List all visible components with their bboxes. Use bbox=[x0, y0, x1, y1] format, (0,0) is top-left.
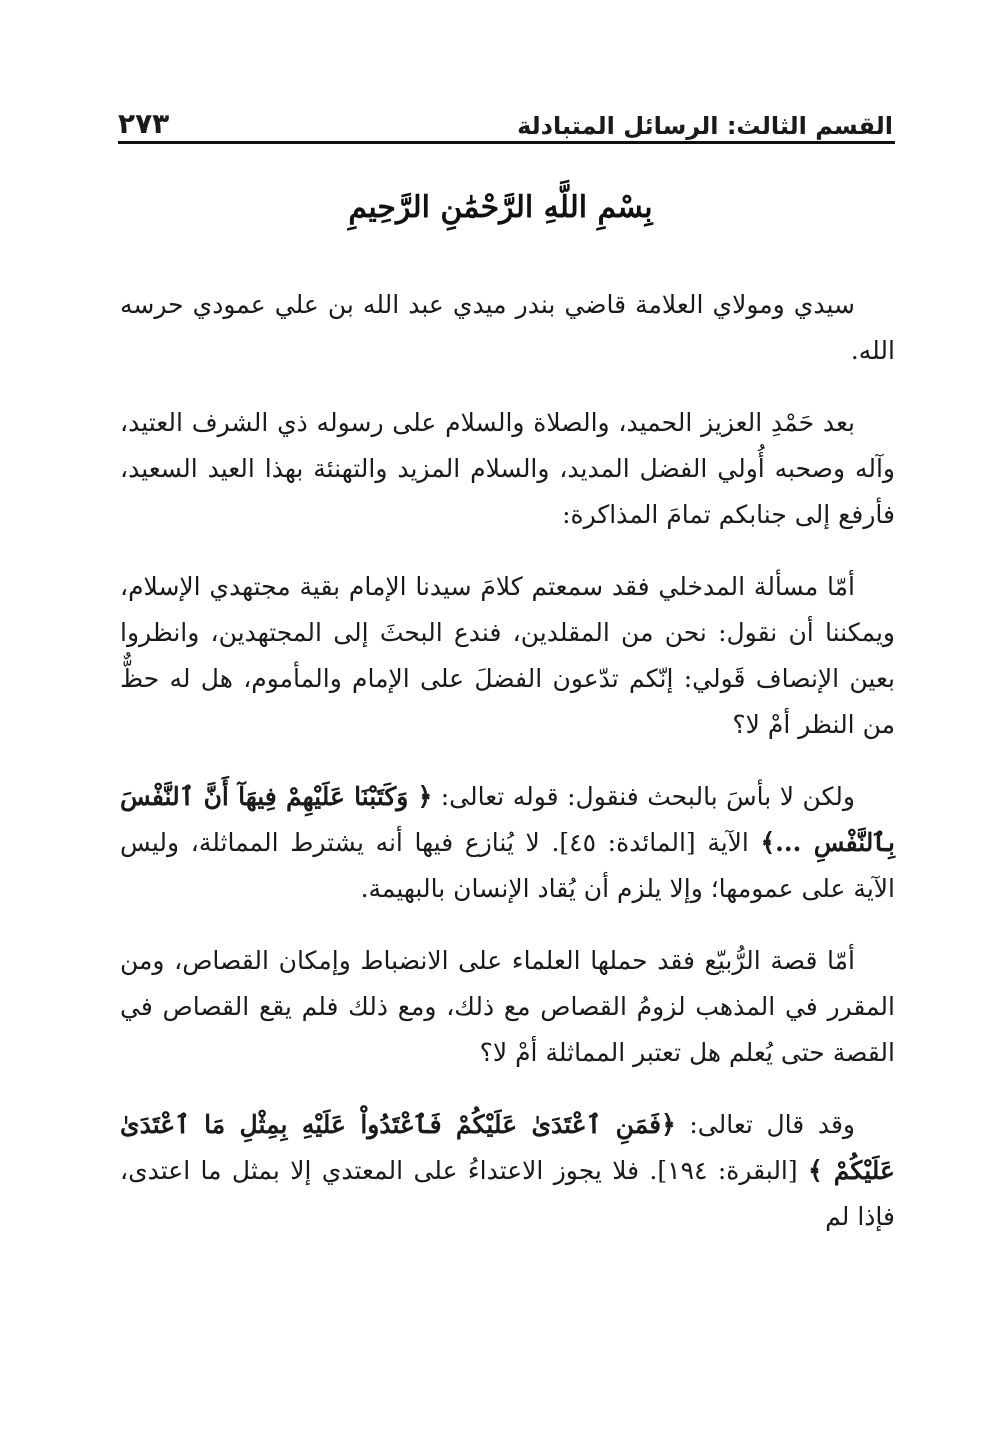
paragraph bbox=[120, 564, 895, 748]
header-title: القسم الثالث: الرسائل المتبادلة bbox=[517, 112, 893, 140]
paragraph bbox=[120, 1102, 895, 1240]
paragraph bbox=[120, 774, 895, 912]
paragraph bbox=[120, 400, 895, 538]
paragraph bbox=[120, 282, 895, 374]
paragraph-text: سيدي ومولاي العلامة قاضي بندر ميدي عبد الله بن علي عمودي حرسه الله. bbox=[120, 290, 895, 365]
paragraph-text: [البقرة: ١٩٤]. فلا يجوز الاعتداءُ على المعتدي إلا بمثل ما اعتدى، فإذا لم bbox=[120, 1156, 895, 1231]
paragraph-text: الآية [المائدة: ٤٥]. لا يُنازع فيها أنه يشترط المماثلة، وليس الآية على عمومها؛ وإلا يلزم أن يُقاد الإنسان بالبهيمة. bbox=[120, 828, 895, 903]
quran-verse: ﴿فَمَنِ ٱعْتَدَىٰ عَلَيْكُمْ فَٱعْتَدُواْ عَلَيْهِ بِمِثْلِ مَا ٱعْتَدَىٰ عَلَيْكُمْ ﴾ bbox=[120, 1110, 895, 1185]
paragraph-text: بعد حَمْدِ العزيز الحميد، والصلاة والسلام على رسوله ذي الشرف العتيد، وآله وصحبه أُولي الفضل المديد، والسلام المزيد والتهنئة بهذا العيد السعيد، فأرفع إلى جنابكم تمامَ المذاكرة: bbox=[120, 408, 895, 529]
running-header bbox=[118, 94, 893, 138]
header-rule bbox=[118, 141, 895, 144]
basmala-calligraphy: بِسْمِ اللَّهِ الرَّحْمَٰنِ الرَّحِيمِ bbox=[348, 190, 653, 225]
paragraph-text: أمّا قصة الرُّبيّع فقد حملها العلماء على الانضباط وإمكان القصاص، ومن المقرر في المذهب لزومُ القصاص مع ذلك، ومع ذلك فلم يقع القصاص في القصة حتى يُعلم هل تعتبر المماثلة أمْ لا؟ bbox=[120, 946, 895, 1067]
paragraph-text: أمّا مسألة المدخلي فقد سمعتم كلامَ سيدنا الإمام بقية مجتهدي الإسلام، ويمكننا أن نقول: نحن من المقلدين، فندع البحثَ إلى المجتهدين، وانظروا بعين الإنصاف قَولي: إنّكم تدّعون الفضلَ على الإمام والمأموم، هل له حظٌّ من النظر أمْ لا؟ bbox=[120, 572, 895, 739]
body-text bbox=[120, 282, 895, 1266]
quran-verse: ﴿ وَكَتَبْنَا عَلَيْهِمْ فِيهَآ أَنَّ ٱلنَّفْسَ بِٱلنَّفْسِ ...﴾ bbox=[120, 782, 895, 857]
page-number: ٢٧٣ bbox=[118, 107, 170, 140]
paragraph-text: وقد قال تعالى: bbox=[675, 1110, 856, 1139]
paragraph-text: ولكن لا بأسَ بالبحث فنقول: قوله تعالى: bbox=[432, 782, 855, 811]
paragraph bbox=[120, 938, 895, 1076]
